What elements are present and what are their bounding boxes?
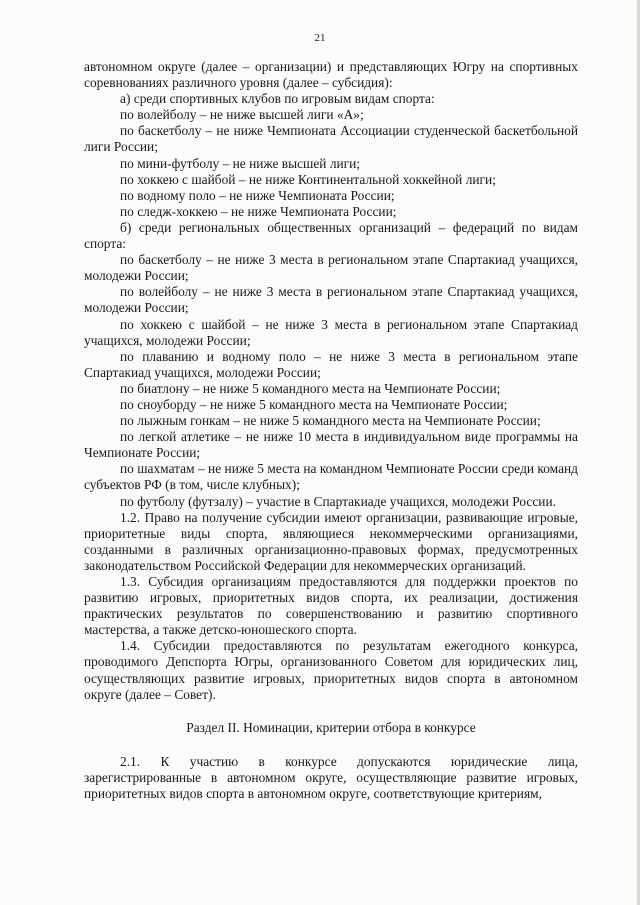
paragraph: а) среди спортивных клубов по игровым видам спорта: <box>120 91 435 107</box>
page-number: 21 <box>314 32 326 44</box>
paragraph: по хоккею с шайбой – не ниже Континентальной хоккейной лиги; <box>120 171 496 187</box>
section-heading: Раздел II. Номинации, критерии отбора в конкурсе <box>186 719 476 735</box>
paragraph: по следж-хоккею – не ниже Чемпионата России; <box>120 203 397 219</box>
paragraphs-after-section <box>84 754 578 802</box>
paragraph: по лыжным гонкам – не ниже 5 командного места на Чемпионате России; <box>120 413 541 429</box>
paragraph: 1.3. Субсидия организациям предоставляются для поддержки проектов по развитию игровых, приоритетных видов спорта, их реализации, достижения практических результатов по совершенствованию и развитию спортивного мастерства, а также детско-юношеского спорта. <box>84 574 578 638</box>
paragraph: по легкой атлетике – не ниже 10 места в индивидуальном виде программы на Чемпионате России; <box>84 429 578 461</box>
paragraph: по волейболу – не ниже 3 места в региональном этапе Спартакиад учащихся, молодежи России; <box>84 284 578 316</box>
paragraph: 1.4. Субсидии предоставляются по результатам ежегодного конкурса, проводимого Депспорта Югры, организованного Советом для юридических лиц, осуществляющих развитие игровых, приоритетных видов спорта в автономном округе (далее – Совет). <box>84 638 578 702</box>
paragraph: по баскетболу – не ниже 3 места в региональном этапе Спартакиад учащихся, молодежи России; <box>84 252 578 284</box>
paragraph: по сноуборду – не ниже 5 командного места на Чемпионате России; <box>120 396 508 412</box>
paragraph: б) среди региональных общественных организаций – федераций по видам спорта: <box>84 219 578 252</box>
paragraph: по мини-футболу – не ниже высшей лиги; <box>120 155 361 171</box>
paragraph: по футболу (футзалу) – участие в Спартакиаде учащихся, молодежи России. <box>120 493 556 509</box>
paragraph: по шахматам – не ниже 5 места на командном Чемпионате России среди команд субъектов РФ (в том, числе клубных); <box>84 461 578 493</box>
paragraph: по водному поло – не ниже Чемпионата России; <box>120 187 395 203</box>
paragraphs-before-section <box>84 59 578 703</box>
paragraph: автономном округе (далее – организации) и представляющих Югру на спортивных соревнованиях различного уровня (далее – субсидия): <box>84 59 578 91</box>
paragraph: по баскетболу – не ниже Чемпионата Ассоциации студенческой баскетбольной лиги России; <box>84 123 578 155</box>
paragraph: 2.1. К участию в конкурсе допускаются юридические лица, зарегистрированные в автономном округе, осуществляющие развитие игровых, приоритетных видов спорта в автономном округе, соответствующие критериям, <box>84 753 578 802</box>
paragraph: по волейболу – не ниже высшей лиги «А»; <box>120 107 364 123</box>
paragraph: по плаванию и водному поло – не ниже 3 места в региональном этапе Спартакиад учащихся, молодежи России; <box>84 348 578 380</box>
paragraph: по биатлону – не ниже 5 командного места на Чемпионате России; <box>120 380 501 396</box>
document-body <box>84 59 578 802</box>
paragraph: 1.2. Право на получение субсидии имеют организации, развивающие игровые, приоритетные виды спорта, являющиеся некоммерческими организациями, созданными в различных организационно-правовых формах, предусмотренных законодательством Российской Федерации для некоммерческих организаций. <box>84 509 578 573</box>
paragraph: по хоккею с шайбой – не ниже 3 места в региональном этапе Спартакиад учащихся, молодежи России; <box>84 316 578 348</box>
